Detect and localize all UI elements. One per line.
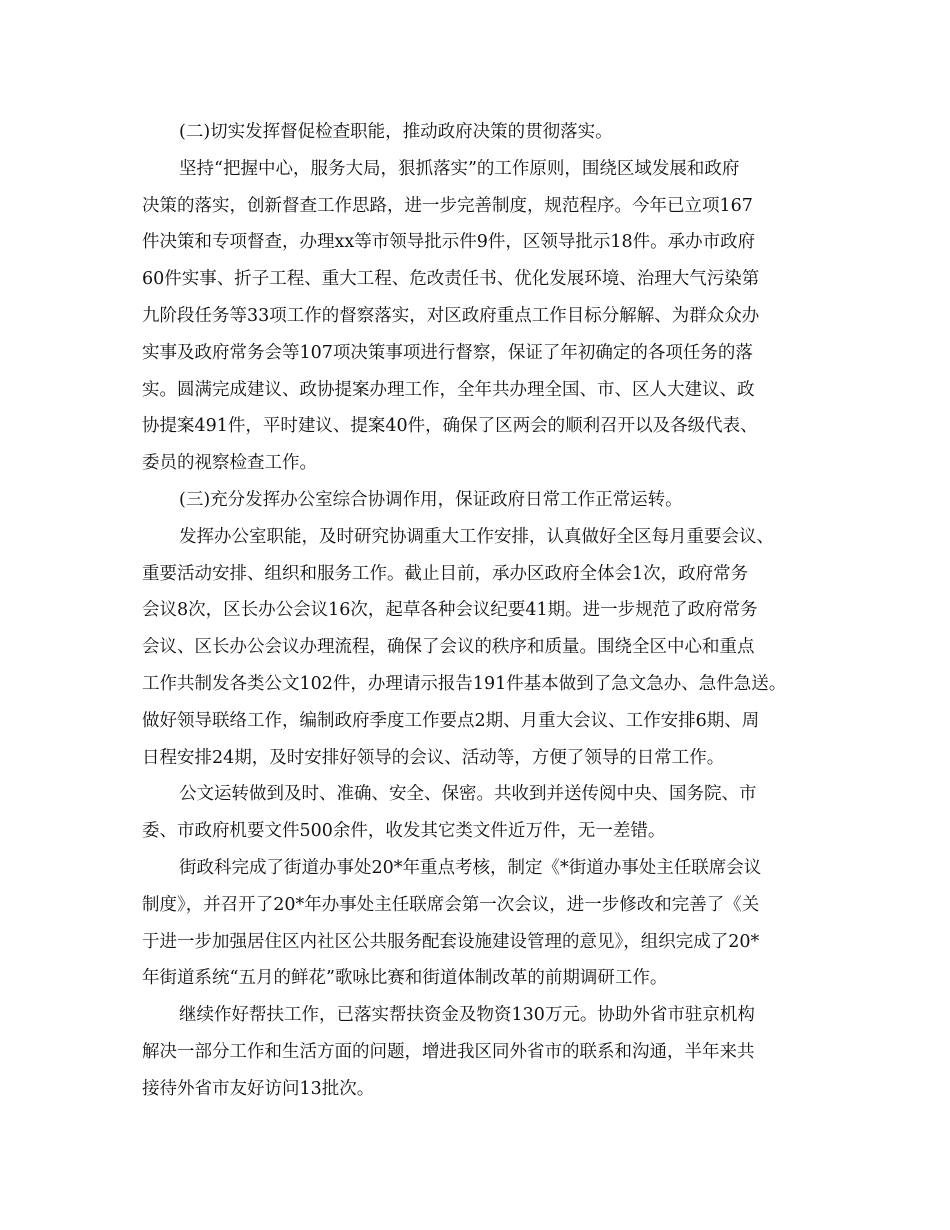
paragraph-street-affairs xyxy=(142,850,832,997)
text-line: 街政科完成了街道办事处20*年重点考核，制定《*街道办事处主任联席会议 xyxy=(179,857,762,878)
text-line: 公文运转做到及时、准确、安全、保密。共收到并送传阅中央、国务院、市 xyxy=(179,784,757,805)
text-line: 实事及政府常务会等107项决策事项进行督察，保证了年初确定的各项任务的落 xyxy=(142,342,753,363)
document-body xyxy=(142,114,832,1108)
text-line: 坚持“把握中心，服务大局，狠抓落实”的工作原则，围绕区域发展和政府 xyxy=(179,158,740,179)
paragraph-assistance xyxy=(142,997,832,1107)
text-line: 日程安排24期，及时安排好领导的会议、活动等，方便了领导的日常工作。 xyxy=(142,747,725,768)
text-line: 九阶段任务等33项工作的督察落实，对区政府重点工作目标分解解、为群众众办 xyxy=(142,305,760,326)
text-line: 实。圆满完成建议、政协提案办理工作，全年共办理全国、市、区人大建议、政 xyxy=(142,379,755,400)
text-line: 决策的落实，创新督查工作思路，进一步完善制度，规范程序。今年已立项167 xyxy=(142,195,753,216)
text-line: (三)充分发挥办公室综合协调作用，保证政府日常工作正常运转。 xyxy=(179,489,683,510)
text-line: 工作共制发各类公文102件，办理请示报告191件基本做到了急文急办、急件急送。 xyxy=(142,673,787,694)
text-line: 继续作好帮扶工作，已落实帮扶资金及物资130万元。协助外省市驻京机构 xyxy=(179,1005,755,1026)
paragraph-supervision xyxy=(142,151,832,482)
text-line: 会议、区长办公会议办理流程，确保了会议的秩序和质量。围绕全区中心和重点 xyxy=(142,637,755,658)
text-line: 重要活动安排、组织和服务工作。截止目前，承办区政府全体会1次，政府常务 xyxy=(142,563,749,584)
text-line: 件决策和专项督查，办理xx等市领导批示件9件，区领导批示18件。承办市政府 xyxy=(142,232,756,253)
heading-supervision xyxy=(142,114,832,151)
text-line: 制度》，并召开了20*年办事处主任联席会第一次会议，进一步修改和完善了《关 xyxy=(142,894,760,915)
heading-coordination xyxy=(142,482,832,519)
text-line: 协提案491件，平时建议、提案40件，确保了区两会的顺利召开以及各级代表、 xyxy=(142,416,758,437)
text-line: 解决一部分工作和生活方面的问题，增进我区同外省市的联系和沟通，半年来共 xyxy=(142,1041,755,1062)
text-line: (二)切实发挥督促检查职能，推动政府决策的贯彻落实。 xyxy=(179,122,613,142)
text-line: 委、市政府机要文件500余件，收发其它类文件近万件，无一差错。 xyxy=(142,821,666,842)
text-line: 委员的视察检查工作。 xyxy=(142,453,317,474)
text-line: 年街道系统“五月的鲜花”歌咏比赛和街道体制改革的前期调研工作。 xyxy=(142,968,668,989)
paragraph-documents xyxy=(142,776,832,850)
text-line: 于进一步加强居住区内社区公共服务配套设施建设管理的意见》，组织完成了20* xyxy=(142,931,760,952)
text-line: 发挥办公室职能，及时研究协调重大工作安排，认真做好全区每月重要会议、 xyxy=(179,526,774,547)
text-line: 接待外省市友好访问13批次。 xyxy=(142,1078,375,1099)
text-line: 60件实事、折子工程、重大工程、危改责任书、优化发展环境、治理大气污染第 xyxy=(142,269,760,290)
paragraph-coordination xyxy=(142,519,832,777)
text-line: 会议8次，区长办公会议16次，起草各种会议纪要41期。进一步规范了政府常务 xyxy=(142,600,758,621)
text-line: 做好领导联络工作，编制政府季度工作要点2期、月重大会议、工作安排6期、周 xyxy=(142,710,760,731)
